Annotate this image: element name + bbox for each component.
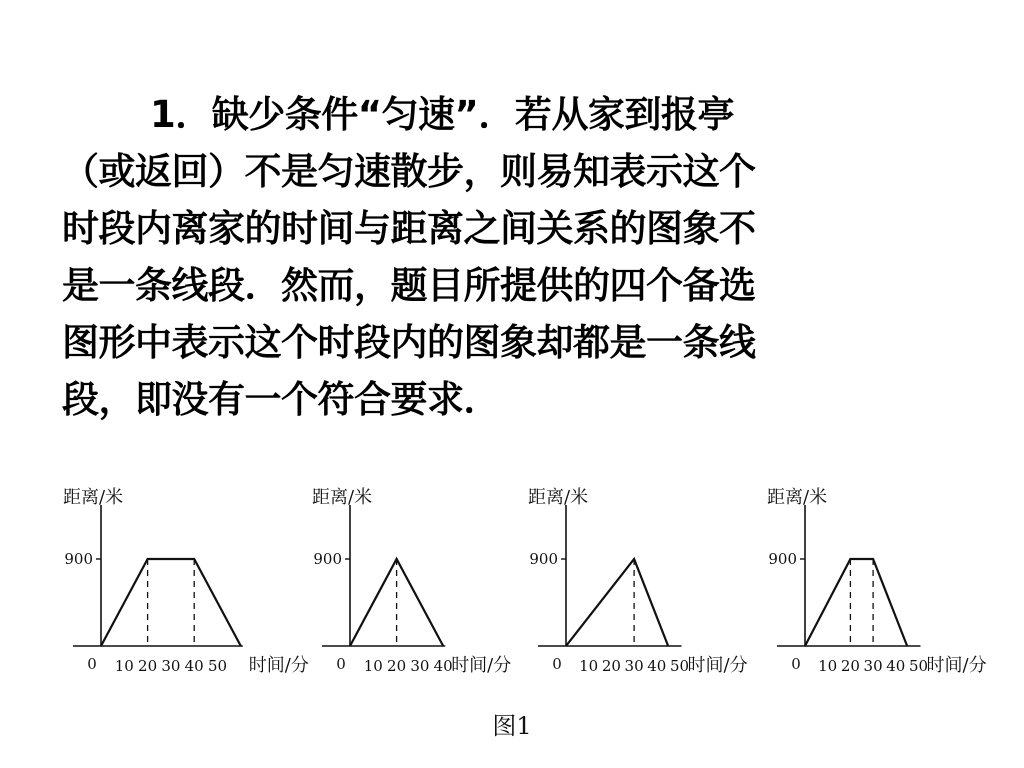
y-tick-label: 900 bbox=[768, 550, 797, 568]
paragraph-line: 1．缺少条件“匀速”．若从家到报亭 bbox=[150, 93, 734, 136]
x-tick-label: 10 bbox=[363, 657, 383, 675]
x-tick-label: 10 bbox=[114, 657, 134, 675]
x-tick-label: 50 bbox=[207, 657, 228, 675]
paragraph-line: 时段内离家的时间与距离之间关系的图象不 bbox=[62, 207, 756, 250]
y-axis-label: 距离/米 bbox=[528, 487, 589, 508]
y-axis-label: 距离/米 bbox=[312, 487, 373, 508]
y-tick-label: 900 bbox=[313, 550, 342, 568]
x-tick-label: 20 bbox=[138, 657, 158, 675]
x-tick-label: 30 bbox=[624, 657, 644, 675]
x-tick-label: 10 bbox=[579, 657, 599, 675]
x-tick-label: 30 bbox=[161, 657, 181, 675]
graphs-svg bbox=[0, 455, 1024, 705]
chart-2 bbox=[312, 487, 511, 676]
x-axis-label: 时间/分 bbox=[926, 655, 987, 676]
x-axis-label: 时间/分 bbox=[687, 655, 748, 676]
figure-caption: 图1 bbox=[492, 712, 532, 740]
figure-1 bbox=[0, 455, 1024, 705]
x-tick-label: 50 bbox=[908, 657, 929, 675]
y-axis-label: 距离/米 bbox=[63, 487, 124, 508]
x-tick-label: 40 bbox=[184, 657, 204, 675]
series-line bbox=[101, 559, 241, 646]
x-axis-label: 时间/分 bbox=[248, 655, 309, 676]
series-line bbox=[566, 559, 668, 646]
paragraph-line: 段，即没有一个符合要求． bbox=[62, 378, 500, 421]
x-axis-label: 时间/分 bbox=[451, 655, 512, 676]
x-tick-label: 20 bbox=[840, 657, 860, 675]
x-tick-label: 0 bbox=[336, 655, 346, 673]
x-tick-label: 40 bbox=[647, 657, 667, 675]
x-tick-label: 10 bbox=[818, 657, 838, 675]
paragraph-line: （或返回）不是匀速散步，则易知表示这个 bbox=[62, 150, 756, 193]
paragraph-line: 图形中表示这个时段内的图象却都是一条线 bbox=[62, 321, 756, 364]
x-tick-label: 30 bbox=[863, 657, 883, 675]
y-axis-label: 距离/米 bbox=[767, 487, 828, 508]
chart-1 bbox=[63, 487, 309, 676]
y-tick-label: 900 bbox=[529, 550, 558, 568]
x-tick-label: 0 bbox=[87, 655, 97, 673]
x-tick-label: 20 bbox=[387, 657, 407, 675]
chart-3 bbox=[528, 487, 748, 676]
series-line bbox=[805, 559, 907, 646]
x-tick-label: 40 bbox=[886, 657, 906, 675]
x-tick-label: 0 bbox=[552, 655, 562, 673]
chart-4 bbox=[767, 487, 987, 676]
x-tick-label: 50 bbox=[669, 657, 690, 675]
x-tick-label: 40 bbox=[433, 657, 453, 675]
x-tick-label: 20 bbox=[601, 657, 621, 675]
x-tick-label: 0 bbox=[791, 655, 801, 673]
paragraph-line: 是一条线段．然而，题目所提供的四个备选 bbox=[62, 264, 756, 307]
y-tick-label: 900 bbox=[64, 550, 93, 568]
x-tick-label: 30 bbox=[410, 657, 430, 675]
